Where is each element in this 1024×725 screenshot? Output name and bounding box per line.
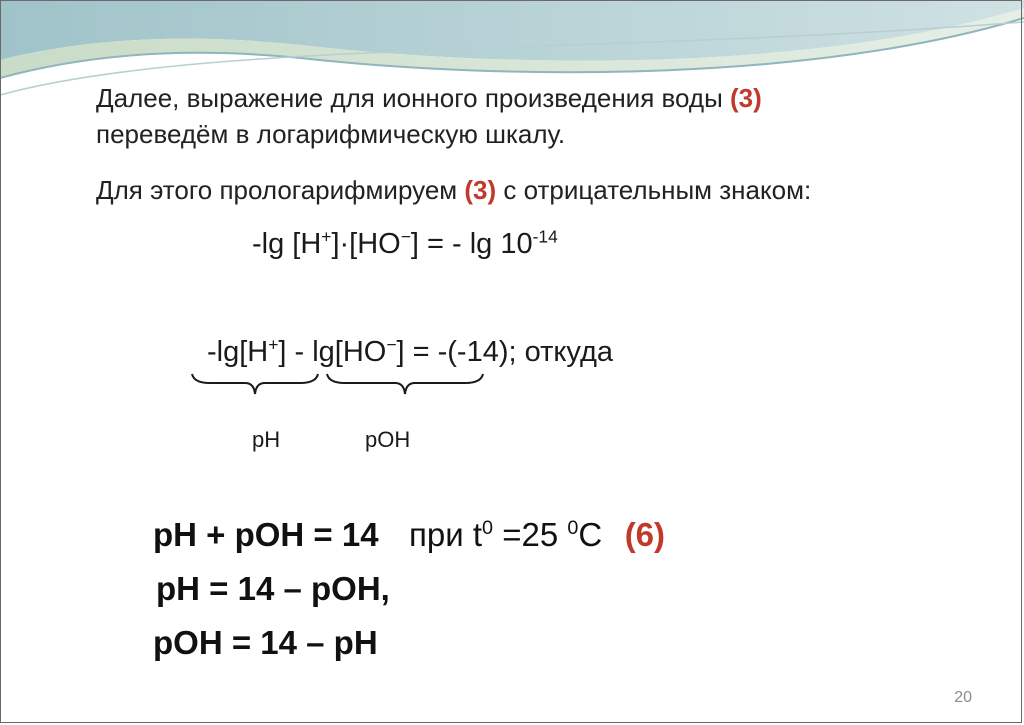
eq2-part3: ] = -(-14); откуда — [396, 336, 613, 368]
result1-main: pH + pOH = 14 — [153, 516, 379, 553]
result-ph: pH = 14 – pOH, — [156, 570, 390, 607]
result1-sup-deg: 0 — [567, 517, 579, 539]
eq1-sup2: − — [400, 226, 411, 247]
instruction-ref-3: (3) — [464, 175, 497, 205]
intro-line2: переведём в логарифмическую шкалу. — [96, 119, 566, 149]
brace-label-ph: pH — [252, 427, 281, 452]
result1-pri: при t — [409, 516, 483, 553]
instruction-after: с отрицательным знаком: — [503, 175, 812, 205]
instruction-before: Для этого прологарифмируем — [96, 175, 458, 205]
eq2-sup2: − — [386, 334, 397, 355]
eq1-rest: ] = - lg 10 — [410, 228, 533, 260]
eq1-mid: ]·[HO — [331, 228, 401, 260]
eq2-part2: ] - lg[HO — [278, 336, 387, 368]
result-poh: pOH = 14 – pH — [153, 624, 378, 661]
eq1-main: -lg [H — [252, 228, 322, 260]
result1-unit: C — [578, 516, 603, 553]
brace-label-poh: pOH — [365, 427, 411, 452]
intro-line1-text: Далее, выражение для ионного произведения воды — [96, 83, 723, 113]
equation-reference-6: (6) — [624, 516, 666, 553]
eq1-exp: -14 — [532, 226, 558, 247]
eq2-part1: -lg[H — [207, 336, 269, 368]
result1-sup-t: 0 — [482, 517, 494, 539]
page-number: 20 — [954, 689, 972, 706]
result1-eq: =25 — [493, 516, 568, 553]
equation-reference-3: (3) — [730, 83, 762, 113]
eq1-sup1: + — [321, 226, 332, 247]
eq2-sup1: + — [268, 334, 279, 355]
